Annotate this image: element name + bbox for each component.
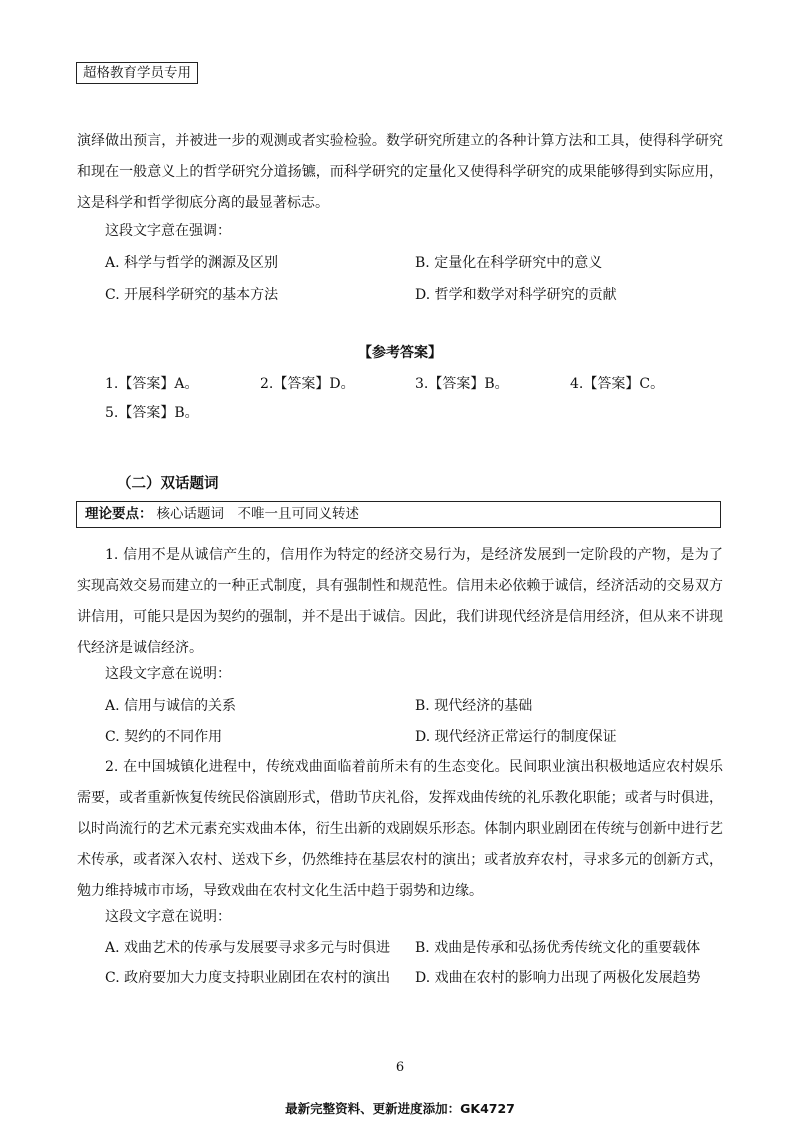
answers-title: 【参考答案】 bbox=[358, 345, 442, 361]
prev-paragraph-text: 演绎做出预言，并被进一步的观测或者实验检验。数学研究所建立的各种计算方法和工具，使得科学研究和现在一般意义上的哲学研究分道扬镳，而科学研究的定量化又使得科学研究的成果能够得到实际应用，这是科学和哲学彻底分离的最显著标志。 bbox=[77, 133, 723, 211]
theory-point-text: 核心话题词 不唯一且可同义转述 bbox=[156, 506, 359, 522]
answer-item: 3.【答案】B。 bbox=[415, 376, 509, 392]
q2-option-b: B. 戏曲是传承和弘扬优秀传统文化的重要载体 bbox=[415, 940, 701, 956]
prev-option-b: B. 定量化在科学研究中的意义 bbox=[415, 255, 603, 271]
q2-paragraph bbox=[77, 752, 723, 907]
answer-item: 2.【答案】D。 bbox=[260, 376, 355, 392]
prev-option-d: D. 哲学和数学对科学研究的贡献 bbox=[415, 287, 617, 303]
q2-option-c: C. 政府要加大力度支持职业剧团在农村的演出 bbox=[105, 970, 391, 986]
answer-item: 4.【答案】C。 bbox=[570, 376, 665, 392]
q1-option-d: D. 现代经济正常运行的制度保证 bbox=[415, 729, 617, 745]
answer-item: 5.【答案】B。 bbox=[105, 405, 199, 421]
q2-paragraph-text: 2. 在中国城镇化进程中，传统戏曲面临着前所未有的生态变化。民间职业演出积极地适应农村娱乐需要，或者重新恢复传统民俗演剧形式，借助节庆礼俗，发挥戏曲传统的礼乐教化职能；或者与时俱进，以时尚流行的艺术元素充实戏曲本体，衍生出新的戏剧娱乐形态。体制内职业剧团在传统与创新中进行艺术传承，或者深入农村、送戏下乡，仍然维持在基层农村的演出；或者放弃农村，寻求多元的创新方式，勉力维持城市市场，导致戏曲在农村文化生活中趋于弱势和边缘。 bbox=[77, 759, 723, 899]
prev-option-a: A. 科学与哲学的渊源及区别 bbox=[105, 255, 279, 271]
header-label: 超格教育学员专用 bbox=[76, 62, 198, 84]
footer-note: 最新完整资料、更新进度添加：GK4727 bbox=[285, 1101, 515, 1116]
prev-question-stem: 这段文字意在强调： bbox=[105, 223, 231, 239]
answer-item: 1.【答案】A。 bbox=[105, 376, 199, 392]
q2-stem: 这段文字意在说明： bbox=[105, 909, 231, 925]
q1-paragraph bbox=[77, 540, 723, 664]
q1-option-a: A. 信用与诚信的关系 bbox=[105, 698, 237, 714]
q1-paragraph-text: 1. 信用不是从诚信产生的，信用作为特定的经济交易行为，是经济发展到一定阶段的产物，是为了实现高效交易而建立的一种正式制度，具有强制性和规范性。信用未必依赖于诚信，经济活动的交易双方讲信用，可能只是因为契约的强制，并不是出于诚信。因此，我们讲现代经济是信用经济，但从来不讲现代经济是诚信经济。 bbox=[77, 547, 723, 656]
prev-question-paragraph bbox=[77, 126, 723, 219]
q2-option-a: A. 戏曲艺术的传承与发展要寻求多元与时俱进 bbox=[105, 940, 391, 956]
q1-option-b: B. 现代经济的基础 bbox=[415, 698, 533, 714]
q2-option-d: D. 戏曲在农村的影响力出现了两极化发展趋势 bbox=[415, 970, 701, 986]
page-number: 6 bbox=[395, 1060, 405, 1075]
theory-point-box bbox=[76, 501, 721, 528]
q1-stem: 这段文字意在说明： bbox=[105, 666, 231, 682]
section-title: （二）双话题词 bbox=[117, 475, 219, 492]
prev-option-c: C. 开展科学研究的基本方法 bbox=[105, 287, 279, 303]
theory-point-label: 理论要点： bbox=[85, 506, 153, 522]
q1-option-c: C. 契约的不同作用 bbox=[105, 729, 223, 745]
